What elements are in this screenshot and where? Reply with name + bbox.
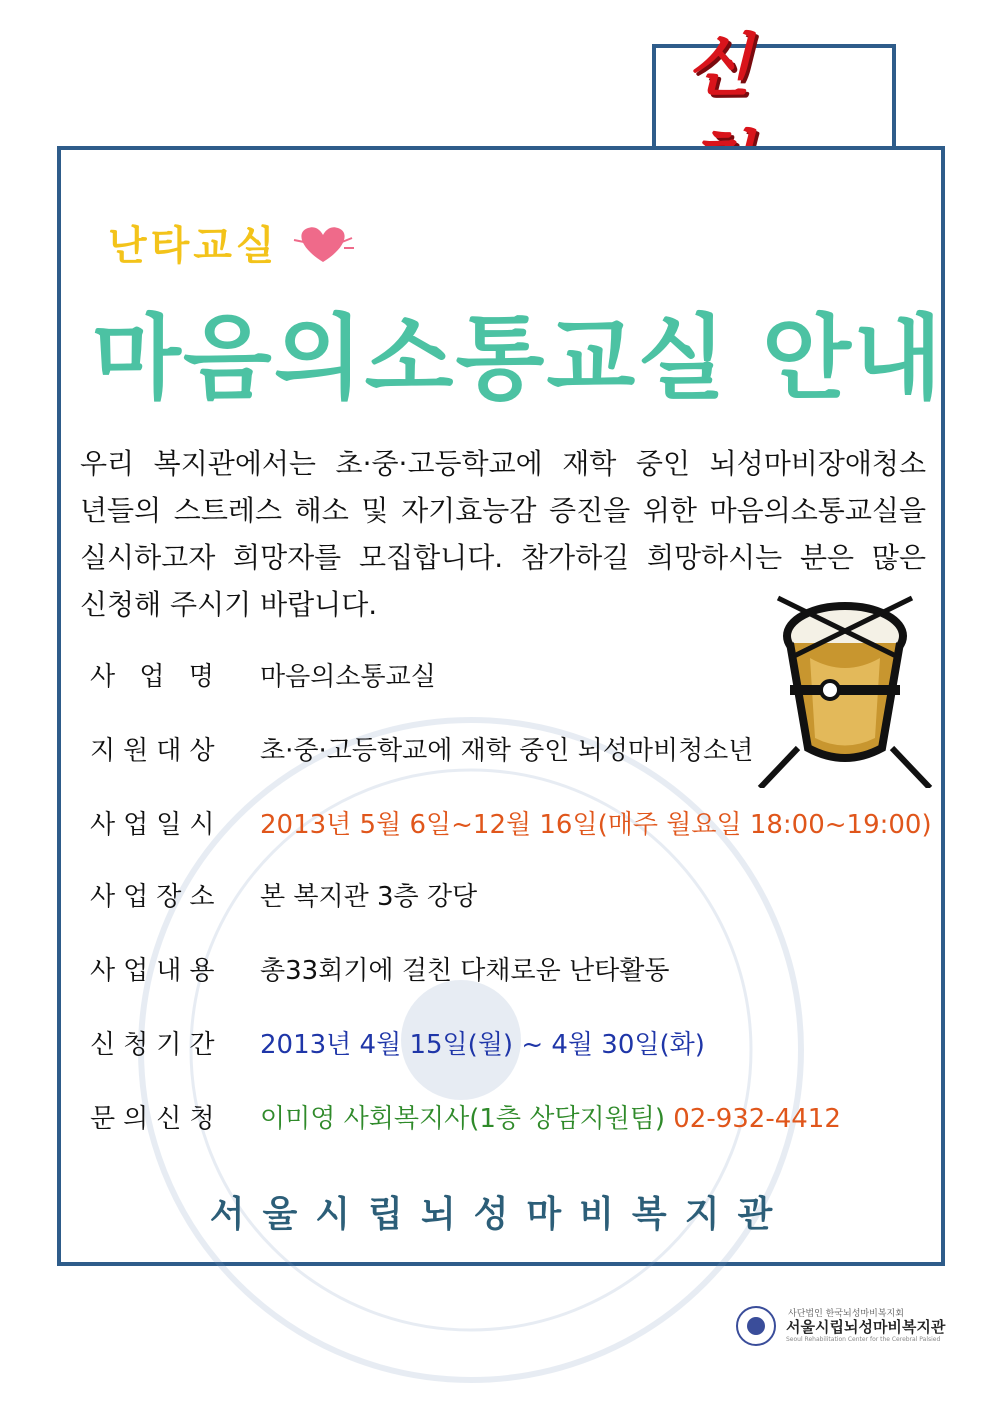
intro-paragraph [80, 440, 926, 581]
footer-org-name: 서울시립뇌성마비복지관 [786, 1318, 946, 1336]
heart-icon [290, 222, 356, 266]
intro-last-line: 신청해 주시기 바랍니다. [80, 588, 378, 621]
organization-seal-icon [736, 1306, 776, 1346]
stamp-text: 신 [686, 26, 782, 106]
detail-row [90, 880, 478, 914]
detail-value [260, 1102, 841, 1136]
subtitle: 난타교실 [108, 223, 279, 269]
detail-value: 초·중·고등학교에 재학 중인 뇌성마비청소년 [260, 736, 754, 766]
detail-row [90, 734, 754, 768]
detail-row [90, 954, 670, 988]
detail-value: 2013년 5월 6일~12월 16일(매주 월요일 18:00~19:00) [260, 810, 932, 840]
detail-label: 사업일시 [90, 810, 223, 840]
detail-value: 2013년 4월 15일(월) ~ 4월 30일(화) [260, 1030, 705, 1060]
detail-value: 본 복지관 3층 강당 [260, 882, 478, 912]
page-title: 마음의소통교실 안내 [92, 305, 944, 412]
detail-label: 사업내용 [90, 956, 223, 986]
detail-row [90, 1102, 841, 1136]
intro-line: 실시하고자 희망자를 모집합니다. 참가하길 희망하시는 분은 많은 [80, 541, 926, 574]
detail-label: 지원대상 [90, 736, 223, 766]
organization-name: 서울시립뇌성마비복지관 [209, 1194, 791, 1235]
footer-parent-org: 사단법인 한국뇌성마비복지회 [788, 1309, 904, 1319]
detail-value: 마음의소통교실 [260, 662, 436, 692]
detail-label: 사 업 명 [90, 662, 222, 692]
intro-line: 년들의 스트레스 해소 및 자기효능감 증진을 위한 마음의소통교실을 [80, 494, 926, 527]
intro-line: 우리 복지관에서는 초·중·고등학교에 재학 중인 뇌성마비장애청소 [80, 447, 926, 480]
detail-label: 사업장소 [90, 882, 223, 912]
contact-name: 이미영 사회복지사(1층 상담지원팀) [260, 1104, 665, 1134]
footer-logo [736, 1306, 946, 1346]
drum-icon [750, 588, 940, 788]
detail-label: 신청기간 [90, 1030, 223, 1060]
contact-phone: 02-932-4412 [673, 1104, 841, 1134]
detail-label: 문의신청 [90, 1104, 223, 1134]
footer-english-name: Seoul Rehabilitation Center for the Cerebral Palsied [786, 1336, 941, 1343]
detail-row [90, 660, 436, 694]
detail-value: 총33회기에 걸친 다채로운 난타활동 [260, 956, 670, 986]
detail-row [90, 1028, 705, 1062]
detail-row [90, 808, 932, 842]
